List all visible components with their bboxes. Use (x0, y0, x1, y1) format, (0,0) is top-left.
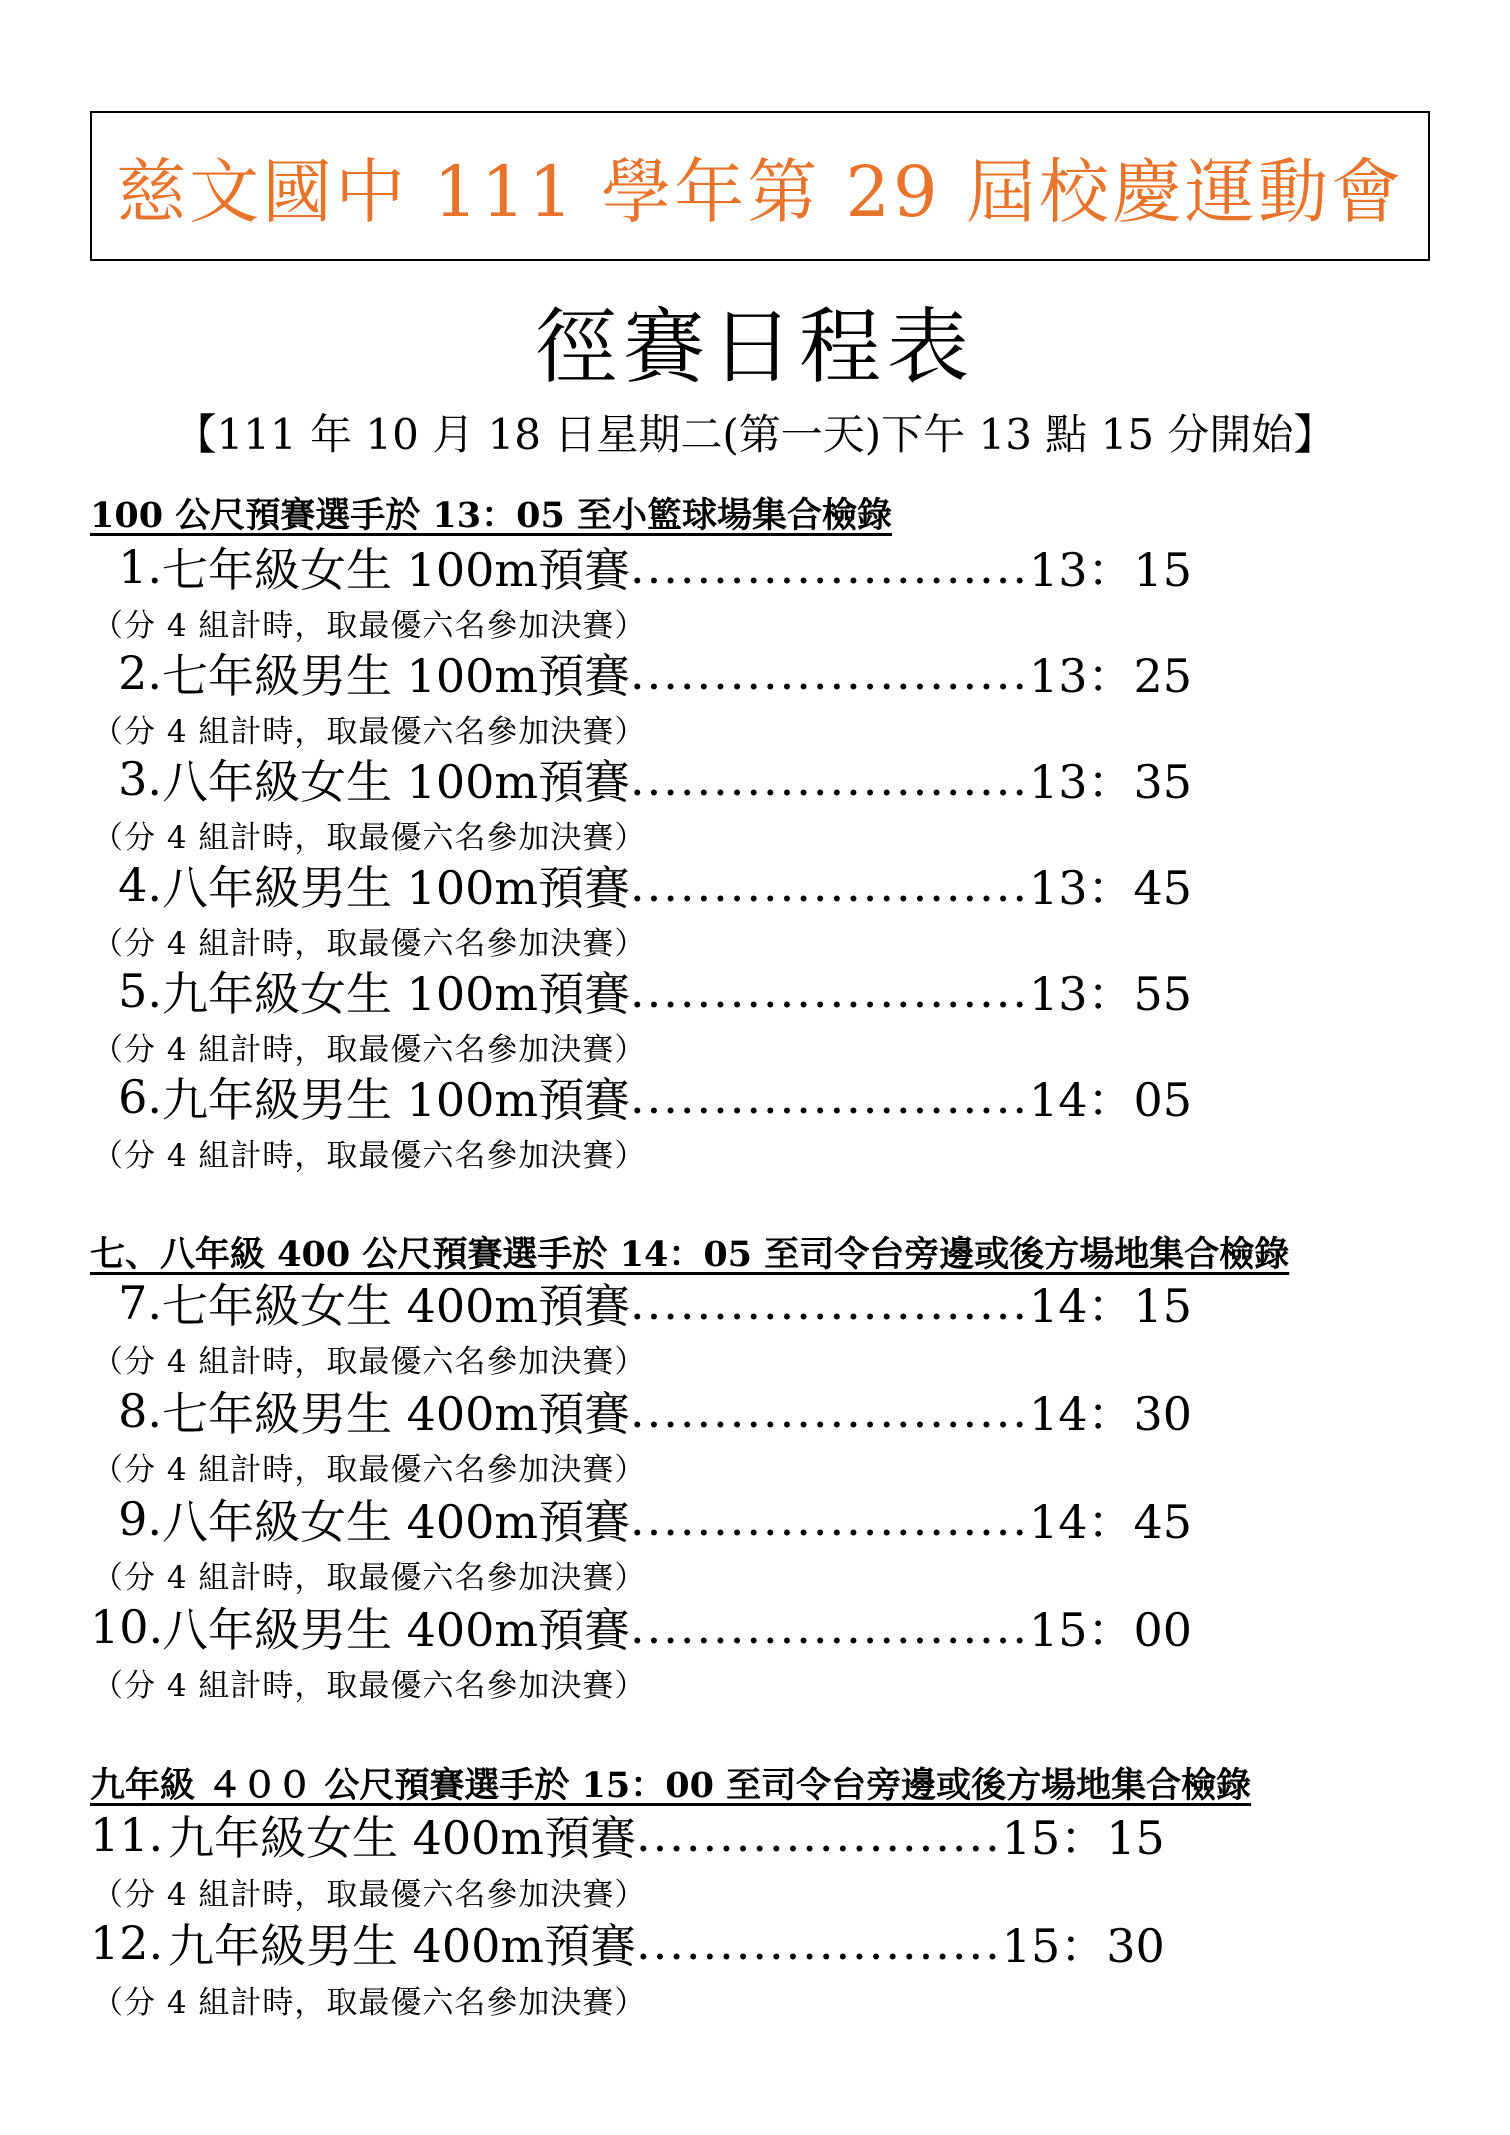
page-title: 慈文國中 111 學年第 29 屆校慶運動會 (116, 150, 1404, 233)
event-note: （分 4 組計時，取最優六名參加決賽） (92, 926, 647, 962)
event-time: 15：30 (1001, 1919, 1165, 1973)
event-leader-dots: ........................ (630, 1600, 1029, 1654)
event-time: 14：45 (1028, 1495, 1193, 1549)
event-row (90, 961, 1192, 1021)
event-note: （分 4 組計時，取最優六名參加決賽） (92, 1560, 647, 1596)
event-row (90, 1489, 1192, 1549)
event-name: 八年級男生 400m預賽 (162, 1603, 631, 1657)
event-row (90, 1913, 1165, 1973)
event-name: 七年級女生 400m預賽 (162, 1279, 631, 1333)
event-leader-dots: ........................ (630, 1276, 1029, 1330)
event-leader-dots: ........................ (630, 540, 1029, 594)
event-name: 八年級女生 400m預賽 (162, 1495, 631, 1549)
event-number: 6. (118, 1070, 162, 1124)
section-heading-400m-grade9: 九年級 ４００ 公尺預賽選手於 15：00 至司令台旁邊或後方場地集合檢錄 (90, 1765, 1252, 1806)
event-note: （分 4 組計時，取最優六名參加決賽） (92, 1138, 647, 1174)
event-note: （分 4 組計時，取最優六名參加決賽） (92, 714, 647, 750)
event-row (90, 1273, 1192, 1333)
event-row (90, 1067, 1192, 1127)
event-time: 14：30 (1028, 1387, 1193, 1441)
event-time: 13：15 (1028, 543, 1193, 597)
event-note: （分 4 組計時，取最優六名參加決賽） (92, 1032, 647, 1068)
event-name: 七年級女生 100m預賽 (162, 543, 631, 597)
event-leader-dots: ........................ (630, 1070, 1029, 1124)
event-time: 14：05 (1028, 1073, 1193, 1127)
event-row (90, 855, 1192, 915)
event-name: 九年級女生 100m預賽 (162, 967, 631, 1021)
event-note: （分 4 組計時，取最優六名參加決賽） (92, 608, 647, 644)
section-heading-100m: 100 公尺預賽選手於 13：05 至小籃球場集合檢錄 (90, 495, 893, 536)
event-number: 9. (118, 1492, 162, 1546)
event-row (90, 1805, 1165, 1865)
event-note: （分 4 組計時，取最優六名參加決賽） (92, 1985, 647, 2021)
event-number: 10. (90, 1600, 164, 1654)
event-number: 4. (118, 858, 162, 912)
event-leader-dots: ...................... (636, 1916, 1002, 1970)
title-box (90, 111, 1430, 261)
event-leader-dots: ........................ (630, 752, 1029, 806)
event-note: （分 4 組計時，取最優六名參加決賽） (92, 1344, 647, 1380)
event-leader-dots: ........................ (630, 964, 1029, 1018)
event-name: 九年級男生 100m預賽 (162, 1073, 631, 1127)
event-name: 七年級男生 400m預賽 (162, 1387, 631, 1441)
event-time: 13：55 (1028, 967, 1193, 1021)
event-time: 15：00 (1028, 1603, 1193, 1657)
event-leader-dots: ...................... (636, 1808, 1002, 1862)
date-line: 【111 年 10 月 18 日星期二(第一天)下午 13 點 15 分開始】 (174, 410, 1336, 459)
event-note: （分 4 組計時，取最優六名參加決賽） (92, 1877, 647, 1913)
event-name: 八年級女生 100m預賽 (162, 755, 631, 809)
event-time: 14：15 (1028, 1279, 1193, 1333)
event-number: 1. (118, 540, 162, 594)
event-number: 2. (118, 646, 162, 700)
event-time: 15：15 (1001, 1811, 1165, 1865)
section-heading-400m-grade7-8: 七、八年級 400 公尺預賽選手於 14：05 至司令台旁邊或後方場地集合檢錄 (90, 1234, 1290, 1275)
event-number: 3. (118, 752, 162, 806)
page-subtitle: 徑賽日程表 (534, 300, 975, 395)
event-time: 13：45 (1028, 861, 1193, 915)
event-name: 九年級男生 400m預賽 (168, 1919, 637, 1973)
event-row (90, 1597, 1192, 1657)
event-leader-dots: ........................ (630, 858, 1029, 912)
event-leader-dots: ........................ (630, 646, 1029, 700)
event-row (90, 537, 1192, 597)
event-row (90, 643, 1192, 703)
event-leader-dots: ........................ (630, 1384, 1029, 1438)
event-name: 九年級女生 400m預賽 (168, 1811, 637, 1865)
event-time: 13：25 (1028, 649, 1193, 703)
event-number: 12. (90, 1916, 164, 1970)
event-note: （分 4 組計時，取最優六名參加決賽） (92, 820, 647, 856)
event-name: 八年級男生 100m預賽 (162, 861, 631, 915)
event-row (90, 749, 1192, 809)
event-time: 13：35 (1028, 755, 1193, 809)
event-note: （分 4 組計時，取最優六名參加決賽） (92, 1668, 647, 1704)
event-number: 5. (118, 964, 162, 1018)
event-leader-dots: ........................ (630, 1492, 1029, 1546)
event-row (90, 1381, 1192, 1441)
event-note: （分 4 組計時，取最優六名參加決賽） (92, 1452, 647, 1488)
event-number: 7. (118, 1276, 162, 1330)
event-number: 8. (118, 1384, 162, 1438)
event-name: 七年級男生 100m預賽 (162, 649, 631, 703)
event-number: 11. (90, 1808, 164, 1862)
